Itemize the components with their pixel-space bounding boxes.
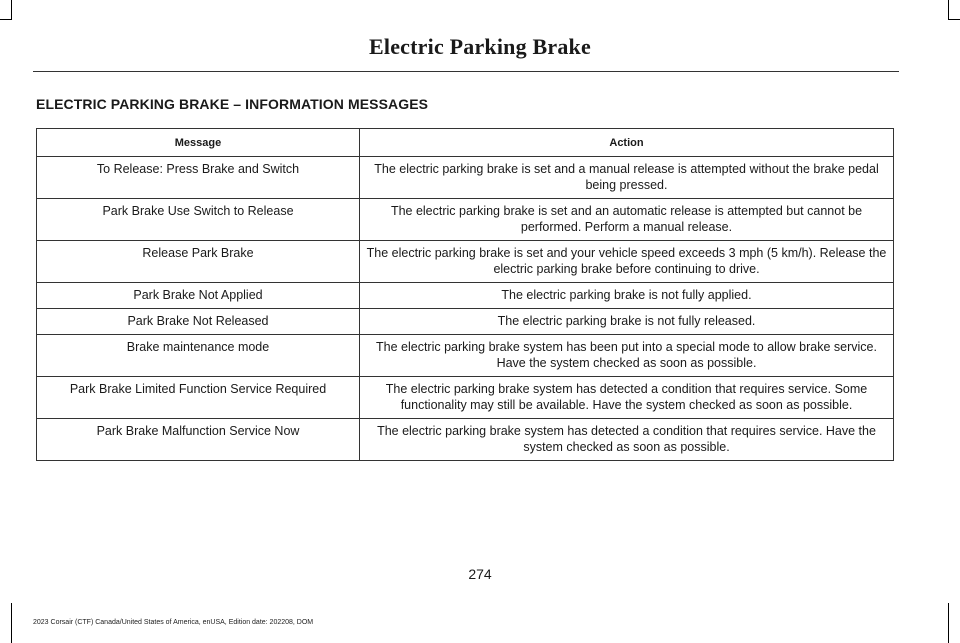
action-cell: The electric parking brake is set and an automatic release is attempted but cannot be performed. Perform a manual release. <box>360 199 894 241</box>
table-row <box>37 335 894 377</box>
action-cell: The electric parking brake is not fully released. <box>360 309 894 335</box>
crop-mark <box>11 0 12 20</box>
message-cell: Park Brake Not Released <box>37 309 360 335</box>
edition-footer: 2023 Corsair (CTF) Canada/United States of America, enUSA, Edition date: 202208, DOM <box>33 619 314 626</box>
page-header-title: Electric Parking Brake <box>369 34 591 59</box>
section-heading: ELECTRIC PARKING BRAKE – INFORMATION MESSAGES <box>36 96 429 112</box>
action-cell: The electric parking brake is not fully applied. <box>360 283 894 309</box>
action-cell: The electric parking brake is set and a manual release is attempted without the brake pedal being pressed. <box>360 157 894 199</box>
table-header-row <box>37 129 894 157</box>
header-rule <box>33 71 899 72</box>
crop-mark <box>0 19 12 20</box>
crop-mark <box>948 603 949 643</box>
table-row <box>37 419 894 461</box>
table-row <box>37 241 894 283</box>
message-cell: Park Brake Limited Function Service Required <box>37 377 360 419</box>
crop-mark <box>11 603 12 643</box>
message-cell: Park Brake Use Switch to Release <box>37 199 360 241</box>
table-row <box>37 377 894 419</box>
action-cell: The electric parking brake is set and your vehicle speed exceeds 3 mph (5 km/h). Release the electric parking brake before continuing to drive. <box>360 241 894 283</box>
message-cell: Park Brake Not Applied <box>37 283 360 309</box>
crop-mark <box>948 0 949 20</box>
table-row <box>37 309 894 335</box>
table-row <box>37 199 894 241</box>
table-row <box>37 157 894 199</box>
crop-mark <box>948 19 960 20</box>
column-header-action: Action <box>360 129 894 157</box>
message-cell: Release Park Brake <box>37 241 360 283</box>
table-row <box>37 283 894 309</box>
column-header-message: Message <box>37 129 360 157</box>
action-cell: The electric parking brake system has detected a condition that requires service. Have the system checked as soon as possible. <box>360 419 894 461</box>
message-cell: To Release: Press Brake and Switch <box>37 157 360 199</box>
action-cell: The electric parking brake system has been put into a special mode to allow brake service. Have the system checked as soon as possible. <box>360 335 894 377</box>
message-cell: Park Brake Malfunction Service Now <box>37 419 360 461</box>
information-messages-table <box>36 128 894 461</box>
message-cell: Brake maintenance mode <box>37 335 360 377</box>
action-cell: The electric parking brake system has detected a condition that requires service. Some functionality may still be available. Have the system checked as soon as possible. <box>360 377 894 419</box>
page-number: 274 <box>468 566 492 582</box>
